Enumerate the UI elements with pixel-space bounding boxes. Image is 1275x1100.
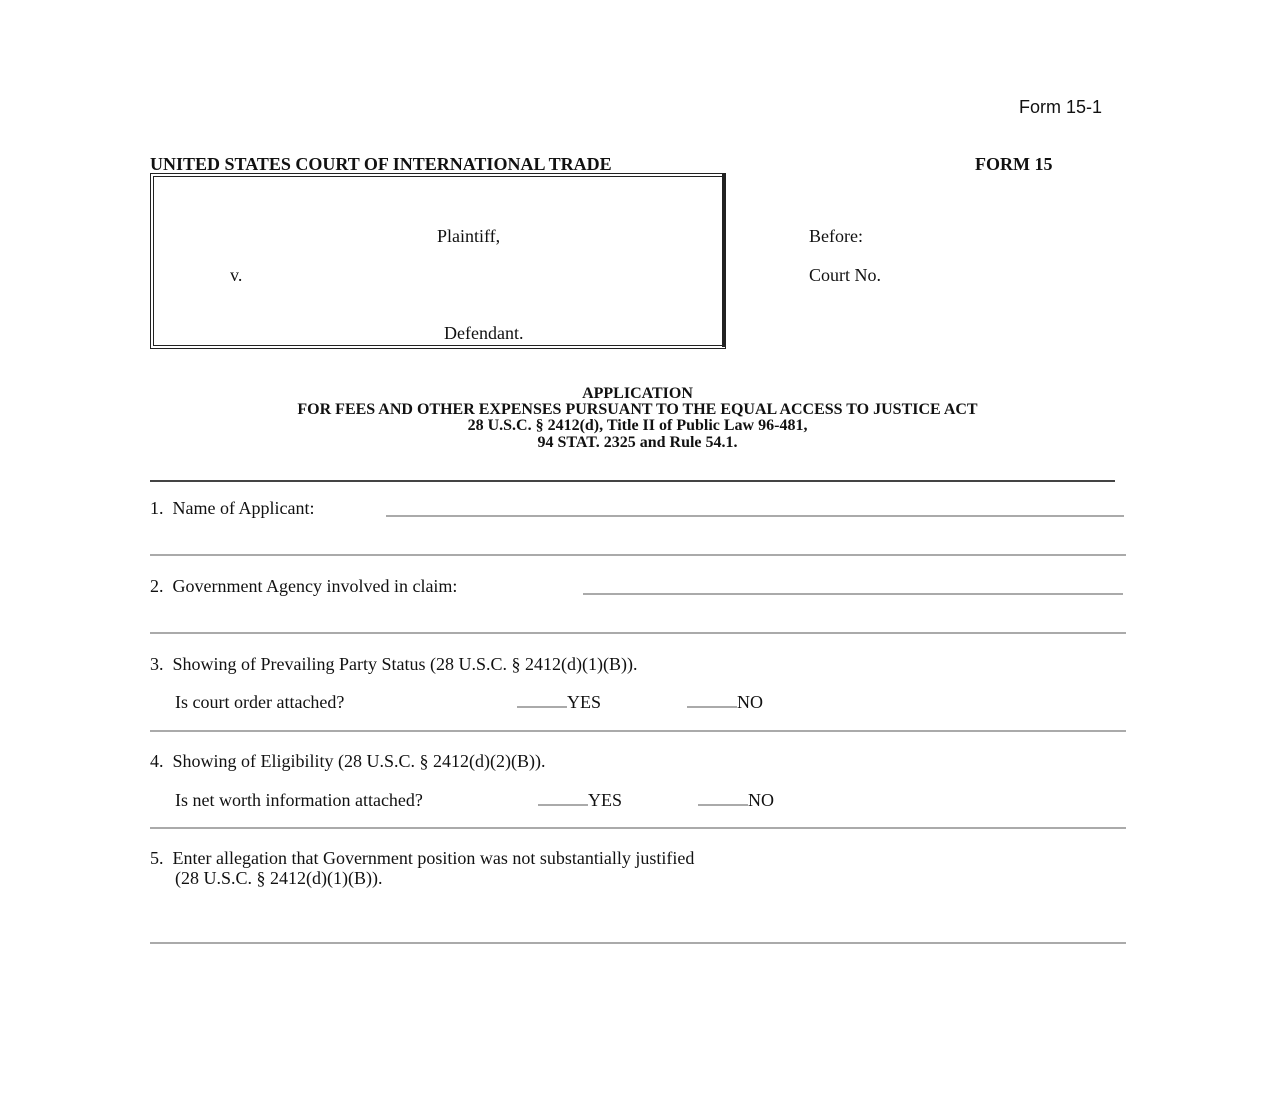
net-worth-no-blank[interactable] bbox=[698, 804, 748, 806]
form-id: Form 15-1 bbox=[1019, 97, 1103, 117]
court-order-yes-option[interactable]: YES bbox=[517, 692, 601, 713]
case-caption-box bbox=[150, 173, 726, 349]
section-divider bbox=[150, 827, 1126, 829]
court-name: UNITED STATES COURT OF INTERNATIONAL TRADE bbox=[150, 154, 612, 174]
title-line-3: 28 U.S.C. § 2412(d), Title II of Public Law 96-481, bbox=[467, 417, 808, 434]
item-1-label: 1. Name of Applicant: bbox=[150, 498, 315, 518]
defendant-label: Defendant. bbox=[444, 323, 524, 343]
government-agency-field-line-2[interactable] bbox=[150, 632, 1126, 634]
item-5-label-cont: (28 U.S.C. § 2412(d)(1)(B)). bbox=[175, 868, 383, 888]
net-worth-question: Is net worth information attached? bbox=[175, 790, 423, 810]
before-label: Before: bbox=[809, 226, 863, 246]
applicant-name-field-line-2[interactable] bbox=[150, 554, 1126, 556]
court-order-no-blank[interactable] bbox=[687, 706, 737, 708]
item-4-label: 4. Showing of Eligibility (28 U.S.C. § 2412(d)(2)(B)). bbox=[150, 751, 546, 771]
versus-label: v. bbox=[230, 265, 243, 285]
court-order-no-option[interactable]: NO bbox=[687, 692, 763, 713]
title-line-1: APPLICATION bbox=[582, 385, 693, 402]
item-2-label: 2. Government Agency involved in claim: bbox=[150, 576, 458, 596]
government-agency-field[interactable] bbox=[583, 593, 1123, 595]
plaintiff-label: Plaintiff, bbox=[437, 226, 501, 246]
caption-divider bbox=[722, 173, 725, 347]
court-no-label: Court No. bbox=[809, 265, 881, 285]
applicant-name-field[interactable] bbox=[386, 515, 1124, 517]
net-worth-yes-blank[interactable] bbox=[538, 804, 588, 806]
court-order-yes-blank[interactable] bbox=[517, 706, 567, 708]
net-worth-no-option[interactable]: NO bbox=[698, 790, 774, 811]
form-label: FORM 15 bbox=[975, 154, 1053, 174]
item-3-label: 3. Showing of Prevailing Party Status (28 U.S.C. § 2412(d)(1)(B)). bbox=[150, 654, 638, 674]
title-divider bbox=[150, 480, 1115, 482]
allegation-field[interactable] bbox=[150, 942, 1126, 944]
item-5-label: 5. Enter allegation that Government position was not substantially justified bbox=[150, 848, 695, 868]
court-order-question: Is court order attached? bbox=[175, 692, 345, 712]
title-line-4: 94 STAT. 2325 and Rule 54.1. bbox=[537, 434, 738, 451]
title-line-2: FOR FEES AND OTHER EXPENSES PURSUANT TO THE EQUAL ACCESS TO JUSTICE ACT bbox=[297, 401, 978, 418]
net-worth-yes-option[interactable]: YES bbox=[538, 790, 622, 811]
section-divider bbox=[150, 730, 1126, 732]
